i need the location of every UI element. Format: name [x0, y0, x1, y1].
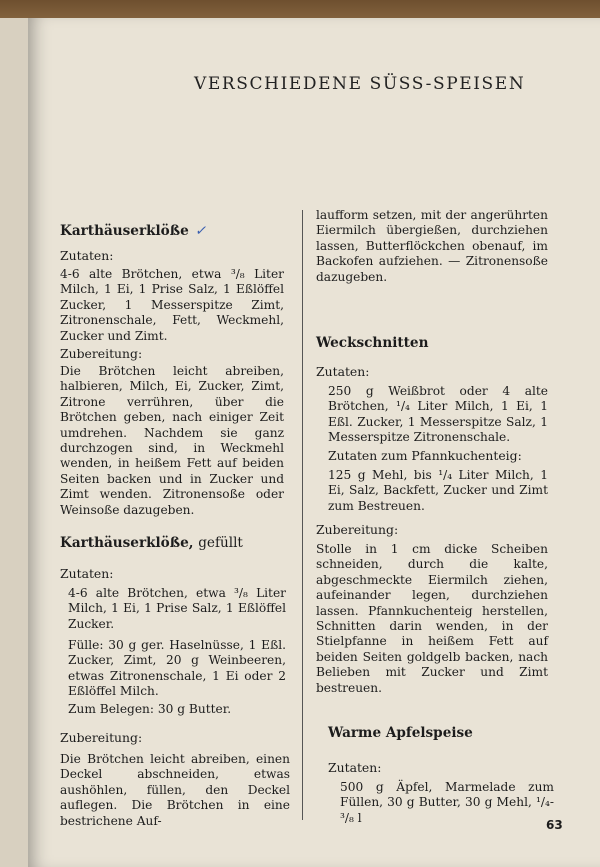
ingredients-label: Zutaten: [316, 364, 370, 379]
preparation-text: Die Brötchen leicht abreiben, halbieren, Milch, Ei, Zucker, Zimt, Zitrone verrühren, über die Brötchen geben, nach einiger Zeit umdrehen. Nachdem sie ganz durchzogen sind, in Weckmehl wenden, in heißem Fett auf beiden Seiten backen und in Zucker und Zimt wenden. Zitronensoße oder Weinsoße dazugeben. [60, 364, 284, 517]
recipe-heading-warme-apfelspeise: Warme Apfelspeise [328, 725, 473, 741]
ingredients-text: 4-6 alte Brötchen, etwa ³/₈ Liter Milch, 1 Ei, 1 Prise Salz, 1 Eßlöffel Zucker. [68, 586, 286, 631]
ingredients-label: Zutaten: [60, 248, 114, 263]
batter-ingredients-text: 125 g Mehl, bis ¹/₄ Liter Milch, 1 Ei, Salz, Backfett, Zucker und Zimt zum Bestreuen. [328, 468, 548, 513]
topping-text: Zum Belegen: 30 g Butter. [68, 702, 232, 716]
book-page [28, 18, 600, 867]
ingredients-label: Zutaten: [328, 760, 382, 775]
ingredients-text: 500 g Äpfel, Marmelade zum Füllen, 30 g Butter, 30 g Mehl, ¹/₄-³/₈ l [340, 780, 554, 825]
preparation-label: Zubereitung: [60, 730, 143, 745]
filling-text: Fülle: 30 g ger. Haselnüsse, 1 Eßl. Zucker, Zimt, 20 g Weinbeeren, etwas Zitronenschale, 1 Ei oder 2 Eßlöffel Milch. [68, 638, 286, 699]
ingredients-text: 4-6 alte Brötchen, etwa ³/₈ Liter Milch, 1 Ei, 1 Prise Salz, 1 Eßlöffel Zucker, 1 Messerspitze Zimt, Zitronenschale, Fett, Weckmehl, Zucker und Zimt. [60, 267, 284, 343]
check-mark-icon: ✓ [194, 223, 207, 239]
recipe-heading-karthaeuserkloesse: Karthäuserklöße ✓ [60, 223, 207, 239]
preparation-label: Zubereitung: [60, 346, 143, 361]
recipe-heading-karthaeuserkloesse-gefuellt: Karthäuserklöße, gefüllt [60, 535, 243, 551]
recipe-heading-weckschnitten: Weckschnitten [316, 335, 429, 351]
column-divider [302, 210, 303, 820]
batter-ingredients-label: Zutaten zum Pfannkuchenteig: [328, 448, 522, 463]
preparation-label: Zubereitung: [316, 522, 399, 537]
page-title: VERSCHIEDENE SÜSS-SPEISEN [194, 74, 526, 94]
preparation-text: Die Brötchen leicht abreiben, einen Deckel abschneiden, etwas aushöhlen, füllen, den Deckel auflegen. Die Brötchen in eine bestrichene Auf- [60, 752, 290, 828]
ingredients-text: 250 g Weißbrot oder 4 alte Brötchen, ¹/₄ Liter Milch, 1 Ei, 1 Eßl. Zucker, 1 Messerspitze Salz, 1 Messerspitze Zitronenschale. [328, 384, 548, 445]
page-number: 63 [546, 818, 563, 832]
ingredients-label: Zutaten: [60, 566, 114, 581]
continued-preparation-text: laufform setzen, mit der angerührten Eiermilch übergießen, durchziehen lassen, Butterflöckchen obenauf, im Backofen aufziehen. — Zitronensoße dazugeben. [316, 208, 548, 284]
preparation-text: Stolle in 1 cm dicke Scheiben schneiden, durch die kalte, abgeschmeckte Eiermilch ziehen, aufeinander legen, durchziehen lassen. Pfannkuchenteig herstellen, Schnitten darin wenden, in der Stielpfanne in heißem Fett auf beiden Seiten goldgelb backen, nach Belieben mit Zucker und Zimt bestreuen. [316, 542, 548, 695]
